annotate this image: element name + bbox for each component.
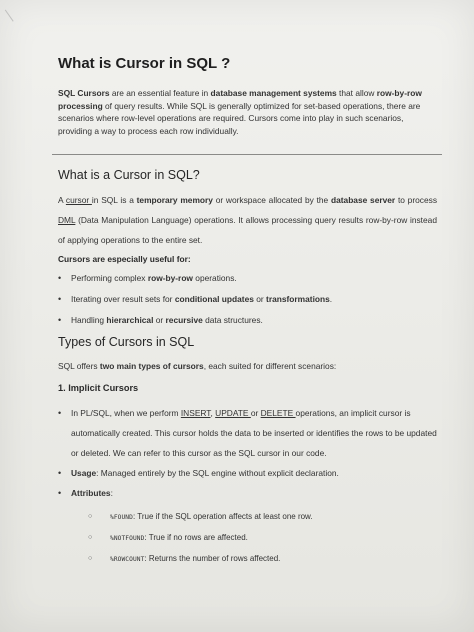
text-run: two main types of cursors [99, 360, 204, 371]
text-run: transformations [266, 293, 330, 304]
circle-bullet-icon: ○ [88, 533, 93, 541]
text-run: Attributes [71, 487, 111, 498]
text-run: row-by-row [147, 272, 193, 283]
text-run: cursor [65, 194, 92, 205]
types-intro-text [58, 361, 437, 371]
text-run: or [253, 293, 267, 304]
text-run: DML [58, 214, 76, 225]
text-run: SQL offers [58, 360, 100, 371]
text-run: to process [395, 194, 438, 205]
text-run: Iterating over result sets for [71, 293, 175, 304]
text-run: (Data Manipulation Language) operations. It allows processing query results row-by-row instead of applying operations to the entire set. [58, 214, 437, 245]
text-run: : [110, 487, 113, 498]
document-content [52, 40, 437, 570]
useful-for-list [56, 272, 437, 326]
code-attribute: %NOTFOUND [110, 534, 145, 542]
list-item [56, 403, 437, 463]
section-divider [52, 154, 442, 155]
text-run: Usage [71, 467, 97, 478]
text-run: in SQL is a [91, 194, 137, 205]
text-run: hierarchical [106, 314, 154, 325]
list-item [56, 272, 437, 284]
text-run: : Returns the number of rows affected. [144, 553, 281, 563]
text-run: , [210, 407, 216, 418]
text-run: : True if no rows are affected. [144, 532, 248, 542]
bullet-icon: • [58, 293, 62, 304]
bullet-icon: • [58, 407, 62, 418]
section-title-what-is-a-cursor: What is a Cursor in SQL? [58, 167, 200, 182]
text-run: row-by-row processing [58, 88, 422, 111]
text-run: or workspace allocated by the [212, 194, 331, 205]
implicit-cursors-heading: 1. Implicit Cursors [58, 382, 139, 393]
text-run: temporary memory [136, 194, 213, 205]
list-item [56, 293, 437, 305]
attribute-item [88, 507, 437, 528]
text-run: A [58, 194, 66, 205]
implicit-cursors-list [56, 403, 437, 503]
text-run: recursive [165, 314, 203, 325]
text-run: , each suited for different scenarios: [203, 360, 337, 371]
text-run: Performing complex [71, 272, 148, 283]
text-run: Handling [71, 314, 107, 325]
text-run: operations, an implicit cursor is automatically created. This cursor holds the data to be inserted or identifies the rows to be updated or deleted. We can refer to this cursor as the SQL cursor in our code. [71, 407, 437, 458]
text-run: that allow [336, 88, 377, 98]
circle-bullet-icon: ○ [88, 512, 93, 520]
pen-mark [5, 0, 38, 22]
attribute-item [88, 528, 437, 549]
text-run: operations. [192, 272, 237, 283]
text-run: of query results. While SQL is generally optimized for set-based operations, there are scenarios where row-level operations are required. Cursors come into play in such scenarios, providing a way to process each row individually. [58, 100, 421, 137]
bullet-icon: • [58, 314, 62, 325]
text-run: . [329, 293, 333, 304]
bullet-icon: • [58, 467, 62, 478]
text-run: data structures. [202, 314, 263, 325]
text-run: or [250, 407, 261, 418]
list-item [56, 314, 437, 326]
intro-paragraph [58, 87, 437, 138]
text-run: are an essential feature in [109, 88, 211, 98]
code-attribute: %ROWCOUNT [110, 555, 145, 563]
bullet-icon: • [58, 272, 62, 283]
text-run: INSERT [180, 407, 211, 418]
code-attribute: %FOUND [110, 513, 133, 521]
attributes-list [88, 507, 437, 570]
section-title-types-of-cursors: Types of Cursors in SQL [58, 334, 195, 349]
bullet-icon: • [58, 487, 62, 498]
list-item [56, 463, 437, 483]
text-run: UPDATE [215, 407, 251, 418]
text-run: database management systems [210, 88, 337, 98]
definition-paragraph [58, 190, 437, 250]
text-run: conditional updates [174, 293, 254, 304]
text-run: or [153, 314, 166, 325]
text-run: SQL Cursors [58, 88, 110, 98]
useful-for-label: Cursors are especially useful for: [58, 253, 191, 264]
text-run: : Managed entirely by the SQL engine without explicit declaration. [96, 467, 339, 478]
list-item [56, 483, 437, 503]
section-title-what-is-cursor: What is Cursor in SQL ? [58, 55, 231, 72]
text-run: In PL/SQL, when we perform [71, 407, 181, 418]
text-run: : True if the SQL operation affects at least one row. [132, 511, 313, 521]
text-run: DELETE [260, 407, 296, 418]
circle-bullet-icon: ○ [88, 554, 93, 562]
text-run: database server [330, 194, 396, 205]
attribute-item [88, 549, 437, 570]
